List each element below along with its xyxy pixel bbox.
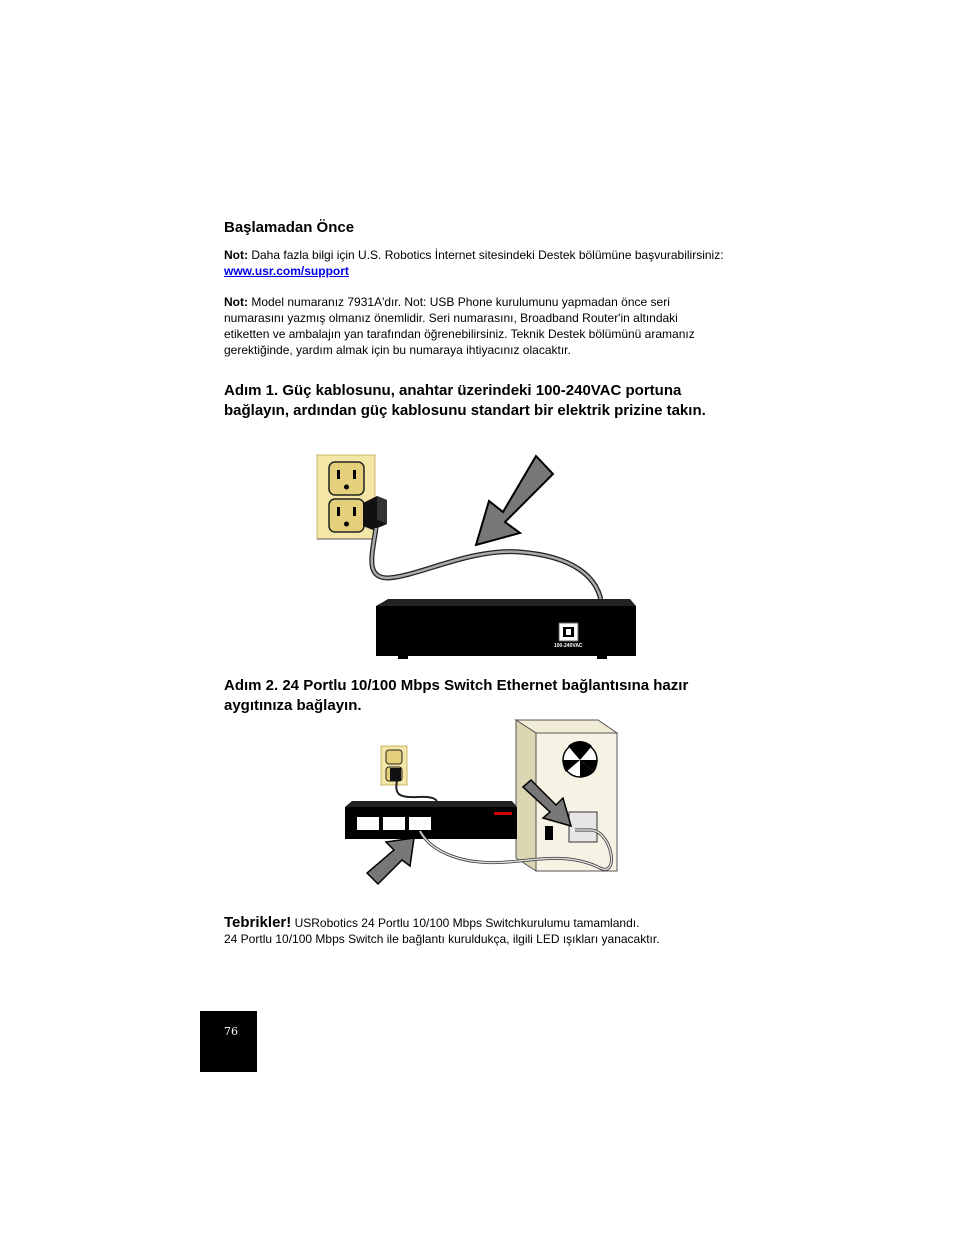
support-link[interactable]: www.usr.com/support bbox=[224, 264, 349, 278]
note-text: Model numaranız 7931A'dır. Not: USB Phone kurulumunu yapmadan önce seri numarasını yazmış olmanız önemlidir. Seri numarasını, Broadband Router'in altındaki etiketten ve ambalajın yan tarafından öğrenebilirsiniz. Teknik Destek bölümünü aramanız gerektiğinde, yardım almak için bu numaraya ihtiyacınız olacaktır. bbox=[224, 295, 695, 357]
note-label: Not: bbox=[224, 248, 248, 262]
congratulations-message bbox=[224, 915, 784, 947]
congrats-line-1: USRobotics 24 Portlu 10/100 Mbps Switchkurulumu tamamlandı. bbox=[291, 916, 640, 930]
wall-outlet-icon bbox=[381, 746, 407, 785]
page-number: 76 bbox=[224, 1025, 238, 1038]
note-text: Daha fazla bilgi için U.S. Robotics İnternet sitesindeki Destek bölümüne başvurabilirsiniz: bbox=[248, 248, 724, 262]
port-voltage-label: 100-240VAC bbox=[554, 643, 583, 649]
page-number-box bbox=[200, 1011, 257, 1072]
section-heading: Başlamadan Önce bbox=[224, 219, 355, 236]
congrats-label: Tebrikler! bbox=[224, 914, 292, 931]
ethernet-switch-icon bbox=[345, 801, 517, 839]
switch-arrow-icon bbox=[367, 838, 414, 884]
congrats-line-2: 24 Portlu 10/100 Mbps Switch ile bağlantı kuruldukça, ilgili LED ışıkları yanacaktır. bbox=[224, 932, 660, 946]
note-label: Not: bbox=[224, 295, 248, 309]
step-1-title: Adım 1. Güç kablosunu, anahtar üzerindeki 100-240VAC portuna bağlayın, ardından güç kablosunu standart bir elektrik prizine takın. bbox=[224, 382, 706, 419]
step-2-title: Adım 2. 24 Portlu 10/100 Mbps Switch Ethernet bağlantısına hazır aygıtınıza bağlayın. bbox=[224, 677, 689, 714]
